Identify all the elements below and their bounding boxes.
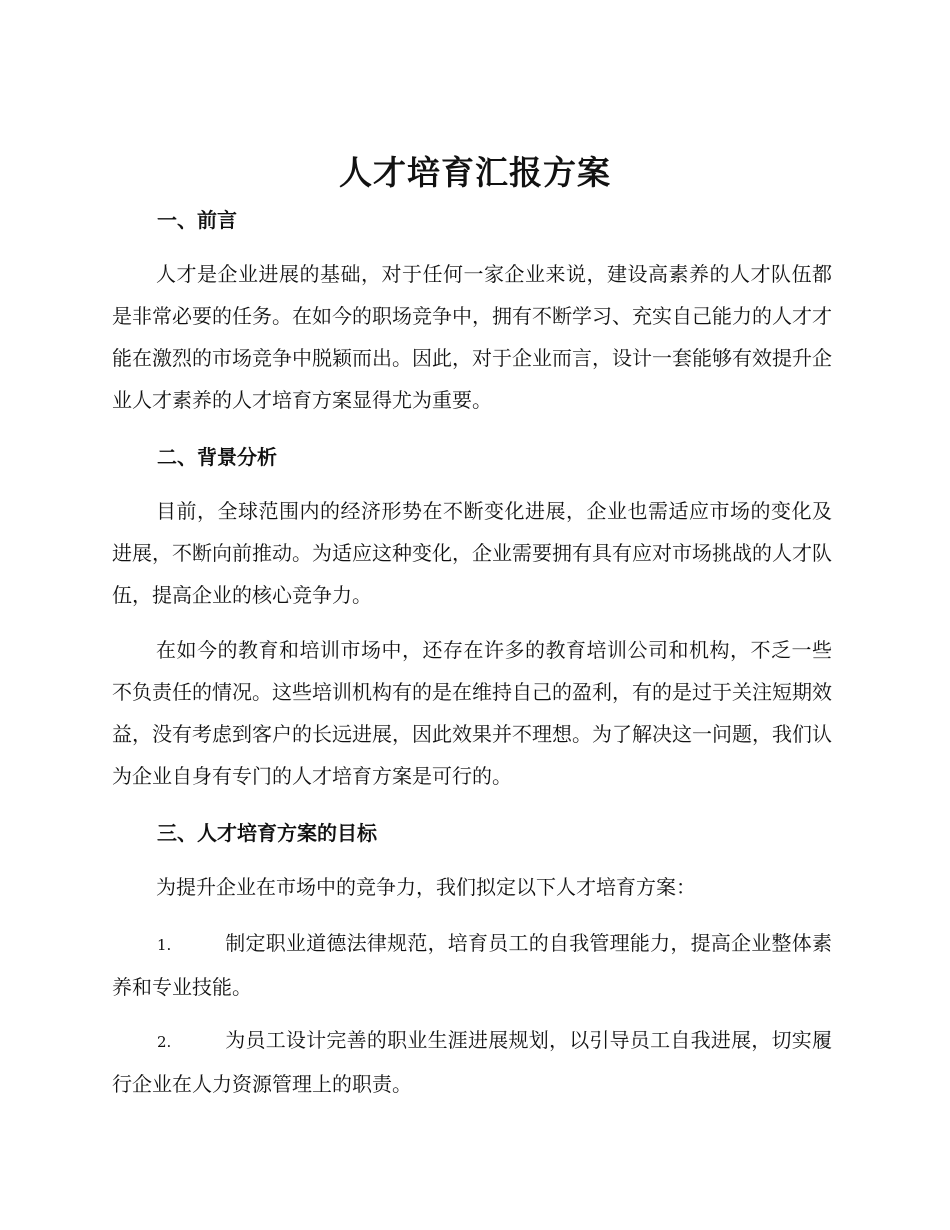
list-item [112, 922, 832, 1008]
list-item-number: 1. [157, 936, 172, 954]
document-title: 人才培育汇报方案 [339, 153, 611, 192]
section-heading-goals: 三、人才培育方案的目标 [157, 821, 377, 845]
section-heading-preface: 一、前言 [157, 208, 237, 232]
paragraph-goals-intro: 为提升企业在市场中的竞争力，我们拟定以下人才培育方案： [156, 875, 696, 899]
list-item-text: 为员工设计完善的职业生涯进展规划，以引导员工自我进展，切实履行企业在人力资源管理上的职责。 [112, 1028, 832, 1096]
list-item [112, 1019, 832, 1105]
section-heading-background: 二、背景分析 [157, 445, 277, 469]
paragraph-background-2: 在如今的教育和培训市场中，还存在许多的教育培训公司和机构，不乏一些不负责任的情况。这些培训机构有的是在维持自己的盈利，有的是过于关注短期效益，没有考虑到客户的长远进展，因此效果并不理想。为了解决这一问题，我们认为企业自身有专门的人才培育方案是可行的。 [112, 638, 832, 788]
list-item-number: 2. [157, 1033, 172, 1051]
paragraph-background-1: 目前，全球范围内的经济形势在不断变化进展，企业也需适应市场的变化及进展，不断向前推动。为适应这种变化，企业需要拥有具有应对市场挑战的人才队伍，提高企业的核心竞争力。 [112, 499, 832, 607]
list-item-text: 制定职业道德法律规范，培育员工的自我管理能力，提高企业整体素养和专业技能。 [112, 931, 832, 999]
paragraph-preface: 人才是企业进展的基础，对于任何一家企业来说，建设高素养的人才队伍都是非常必要的任务。在如今的职场竞争中，拥有不断学习、充实自己能力的人才才能在激烈的市场竞争中脱颖而出。因此，对于企业而言，设计一套能够有效提升企业人才素养的人才培育方案显得尤为重要。 [112, 262, 832, 412]
